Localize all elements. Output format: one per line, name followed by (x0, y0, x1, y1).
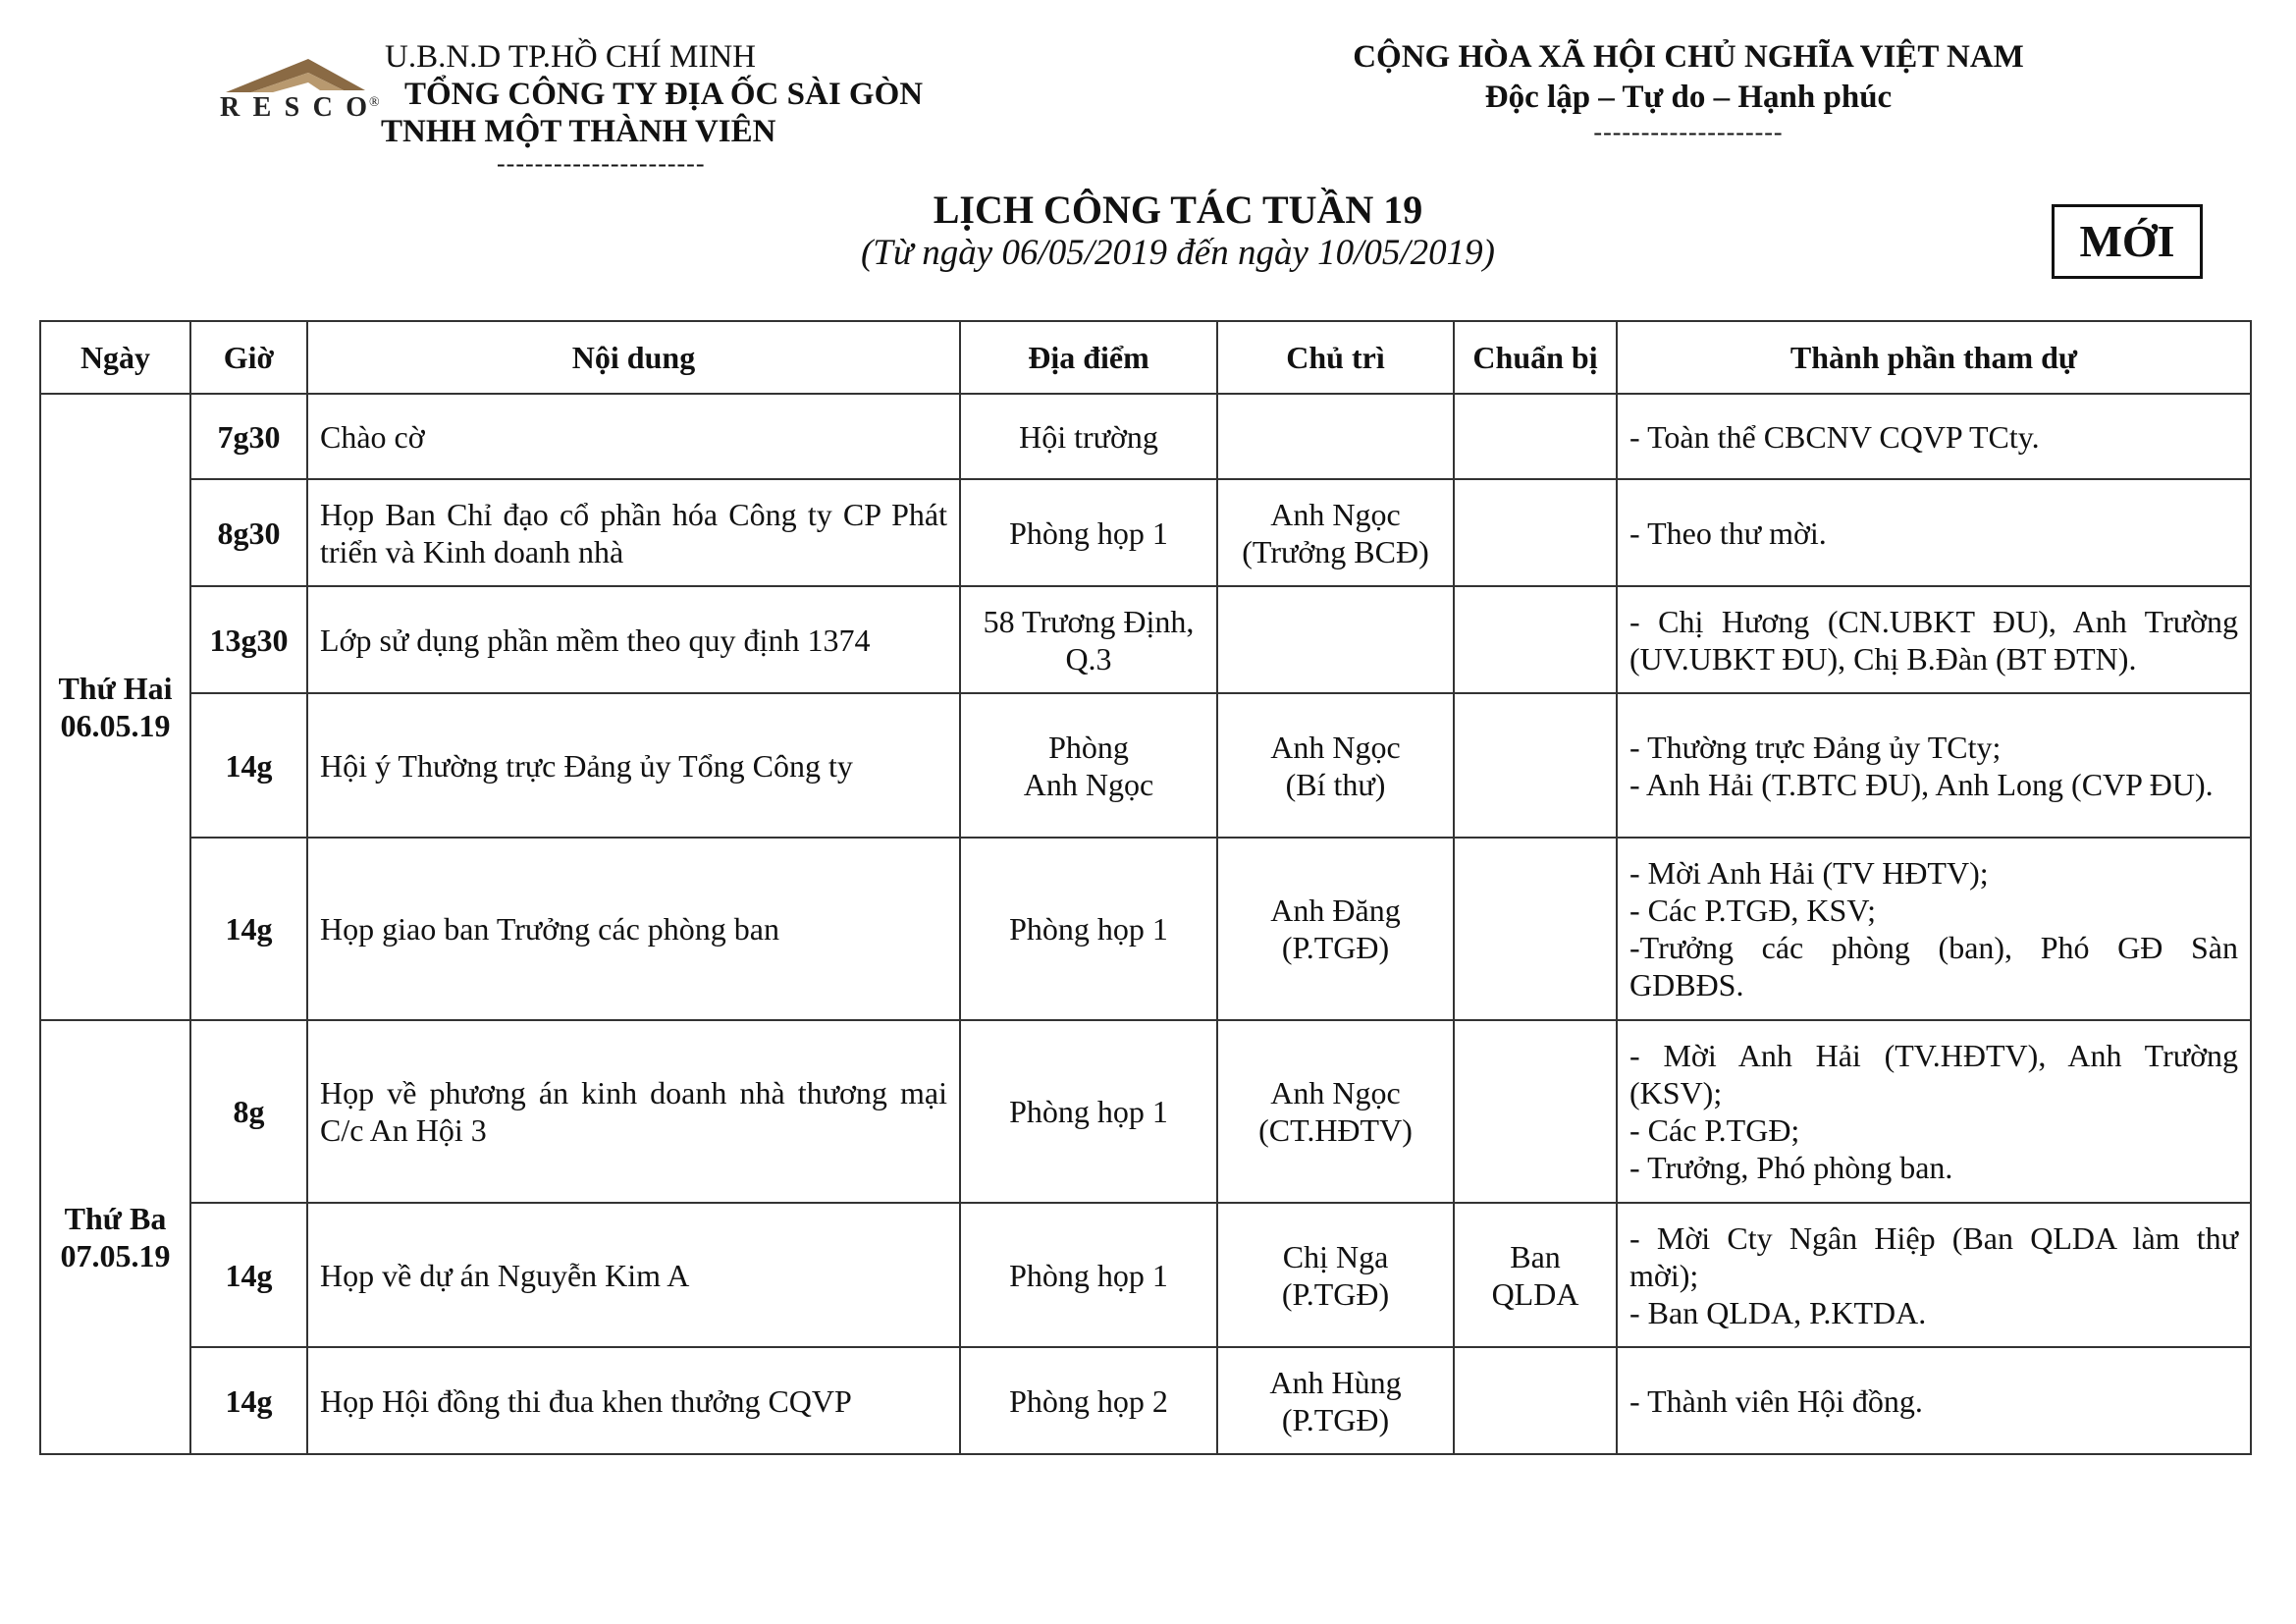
chair-cell (1217, 1347, 1454, 1454)
content-cell: Lớp sử dụng phần mềm theo quy định 1374 (307, 586, 960, 693)
header-day: Ngày (40, 321, 190, 394)
logo-registered-mark: ® (369, 95, 380, 110)
place-cell (960, 1347, 1217, 1454)
resco-roof-icon (218, 57, 385, 122)
prep-line: Ban (1510, 1238, 1561, 1274)
prep-cell (1454, 838, 1617, 1020)
chair-cell (1217, 838, 1454, 1020)
content-cell: Hội ý Thường trực Đảng ủy Tổng Công ty (307, 693, 960, 838)
org-line-3: TNHH MỘT THÀNH VIÊN (381, 114, 776, 149)
place-cell (960, 838, 1217, 1020)
attendee-line: -Trưởng các phòng (ban), Phó GĐ Sàn GDBĐS. (1629, 930, 2238, 1002)
chair-cell (1217, 479, 1454, 586)
chair-line: (P.TGĐ) (1281, 1401, 1390, 1437)
chair-line: Anh Ngọc (1270, 1075, 1401, 1110)
place-line: Hội trường (1019, 418, 1158, 455)
table-row (40, 1203, 2251, 1347)
place-line: Phòng họp 1 (1009, 514, 1168, 551)
time-cell: 14g (190, 1347, 307, 1454)
header-prep: Chuẩn bị (1454, 321, 1617, 394)
chair-cell (1217, 1203, 1454, 1347)
place-cell (960, 1203, 1217, 1347)
place-line: 58 Trương Định, (983, 603, 1195, 639)
chair-line: (Bí thư) (1285, 766, 1386, 802)
chair-line: Anh Đăng (1270, 893, 1401, 928)
prep-cell (1454, 693, 1617, 838)
attendees-cell (1617, 394, 2251, 479)
day-cell (40, 1020, 190, 1454)
attendee-line: - Mời Anh Hải (TV HĐTV); (1629, 855, 1989, 891)
chair-line: Anh Ngọc (1270, 729, 1401, 765)
attendees-cell (1617, 1347, 2251, 1454)
day-date: 06.05.19 (60, 708, 171, 743)
prep-cell (1454, 394, 1617, 479)
table-row (40, 1347, 2251, 1454)
chair-line: (Trưởng BCĐ) (1242, 533, 1429, 569)
chair-cell (1217, 394, 1454, 479)
place-line: Phòng họp 1 (1009, 911, 1168, 947)
attendees-cell (1617, 586, 2251, 693)
schedule-table (39, 320, 2252, 1455)
attendee-line: - Mời Anh Hải (TV.HĐTV), Anh Trường (KSV); (1629, 1038, 2238, 1110)
table-row (40, 1020, 2251, 1203)
content-cell: Họp giao ban Trưởng các phòng ban (307, 838, 960, 1020)
attendee-line: - Trưởng, Phó phòng ban. (1629, 1150, 1953, 1185)
time-cell: 8g (190, 1020, 307, 1203)
org-line-1: U.B.N.D TP.HỒ CHÍ MINH (385, 39, 757, 75)
attendee-line: - Ban QLDA, P.KTDA. (1629, 1294, 1927, 1330)
day-name: Thứ Hai (58, 671, 173, 706)
org-divider: ---------------------- (497, 149, 706, 178)
place-cell (960, 1020, 1217, 1203)
place-line: Phòng họp 1 (1009, 1257, 1168, 1293)
table-row (40, 693, 2251, 838)
attendees-cell (1617, 1203, 2251, 1347)
attendee-line: - Mời Cty Ngân Hiệp (Ban QLDA làm thư mời); (1629, 1219, 2238, 1293)
chair-line: Anh Ngọc (1270, 496, 1401, 532)
header-content: Nội dung (307, 321, 960, 394)
time-cell: 7g30 (190, 394, 307, 479)
time-cell: 14g (190, 838, 307, 1020)
chair-cell (1217, 586, 1454, 693)
header-attendees: Thành phần tham dự (1617, 321, 2251, 394)
chair-line: (P.TGĐ) (1281, 930, 1390, 965)
content-cell: Chào cờ (307, 394, 960, 479)
document-subtitle: (Từ ngày 06/05/2019 đến ngày 10/05/2019) (860, 233, 1496, 273)
logo-text: RESCO (220, 92, 367, 122)
prep-cell (1454, 1347, 1617, 1454)
chair-cell (1217, 693, 1454, 838)
place-cell (960, 586, 1217, 693)
header-national-motto (1296, 39, 2081, 147)
chair-line: (P.TGĐ) (1281, 1275, 1390, 1312)
content-cell: Họp về phương án kinh doanh nhà thương mại C/c An Hội 3 (307, 1020, 960, 1203)
content-cell: Họp về dự án Nguyễn Kim A (307, 1203, 960, 1347)
table-row (40, 479, 2251, 586)
place-line: Anh Ngọc (1023, 766, 1154, 802)
header-place: Địa điểm (960, 321, 1217, 394)
content-cell: Họp Ban Chỉ đạo cổ phần hóa Công ty CP Phát triển và Kinh doanh nhà (307, 479, 960, 586)
time-cell: 8g30 (190, 479, 307, 586)
day-date: 07.05.19 (60, 1238, 171, 1273)
prep-cell (1454, 1203, 1617, 1347)
attendee-line: - Các P.TGĐ, KSV; (1629, 893, 1876, 928)
prep-line: QLDA (1491, 1275, 1579, 1312)
content-cell: Họp Hội đồng thi đua khen thưởng CQVP (307, 1347, 960, 1454)
place-line: Phòng (1048, 729, 1129, 765)
place-cell (960, 693, 1217, 838)
org-line-2: TỔNG CÔNG TY ĐỊA ỐC SÀI GÒN (404, 77, 924, 112)
place-cell (960, 394, 1217, 479)
country-name: CỘNG HÒA XÃ HỘI CHỦ NGHĨA VIỆT NAM (1353, 39, 2024, 75)
attendee-line: - Toàn thể CBCNV CQVP TCty. (1629, 418, 2040, 455)
day-name: Thứ Ba (64, 1201, 167, 1236)
day-cell (40, 394, 190, 1020)
attendees-cell (1617, 1020, 2251, 1203)
attendee-line: - Thành viên Hội đồng. (1629, 1382, 1923, 1419)
place-cell (960, 479, 1217, 586)
place-line: Q.3 (1065, 640, 1112, 677)
attendees-cell (1617, 693, 2251, 838)
resco-logo (218, 57, 385, 122)
table-row (40, 394, 2251, 479)
table-header-row (40, 321, 2251, 394)
attendee-line: - Anh Hải (T.BTC ĐU), Anh Long (CVP ĐU). (1629, 766, 2214, 802)
chair-cell (1217, 1020, 1454, 1203)
chair-line: (CT.HĐTV) (1258, 1112, 1413, 1148)
motto: Độc lập – Tự do – Hạnh phúc (1484, 80, 1893, 115)
prep-cell (1454, 479, 1617, 586)
document-title: LỊCH CÔNG TÁC TUẦN 19 (933, 188, 1423, 232)
time-cell: 14g (190, 1203, 307, 1347)
prep-cell (1454, 1020, 1617, 1203)
attendees-cell (1617, 838, 2251, 1020)
chair-line: Chị Nga (1282, 1238, 1389, 1274)
table-row (40, 586, 2251, 693)
attendee-line: - Chị Hương (CN.UBKT ĐU), Anh Trường (UV.UBKT ĐU), Chị B.Đàn (BT ĐTN). (1629, 603, 2238, 677)
prep-cell (1454, 586, 1617, 693)
attendee-line: - Theo thư mời. (1629, 514, 1827, 551)
place-line: Phòng họp 2 (1009, 1382, 1168, 1419)
new-badge: MỚI (2052, 204, 2203, 279)
place-line: Phòng họp 1 (1009, 1094, 1168, 1129)
attendee-line: - Các P.TGĐ; (1629, 1112, 1800, 1148)
time-cell: 14g (190, 693, 307, 838)
motto-divider: -------------------- (1593, 118, 1784, 146)
attendee-line: - Thường trực Đảng ủy TCty; (1629, 729, 2002, 765)
time-cell: 13g30 (190, 586, 307, 693)
table-row (40, 838, 2251, 1020)
table-body (40, 394, 2251, 1454)
attendees-cell (1617, 479, 2251, 586)
header-chair: Chủ trì (1217, 321, 1454, 394)
header-time: Giờ (190, 321, 307, 394)
chair-line: Anh Hùng (1269, 1364, 1402, 1400)
